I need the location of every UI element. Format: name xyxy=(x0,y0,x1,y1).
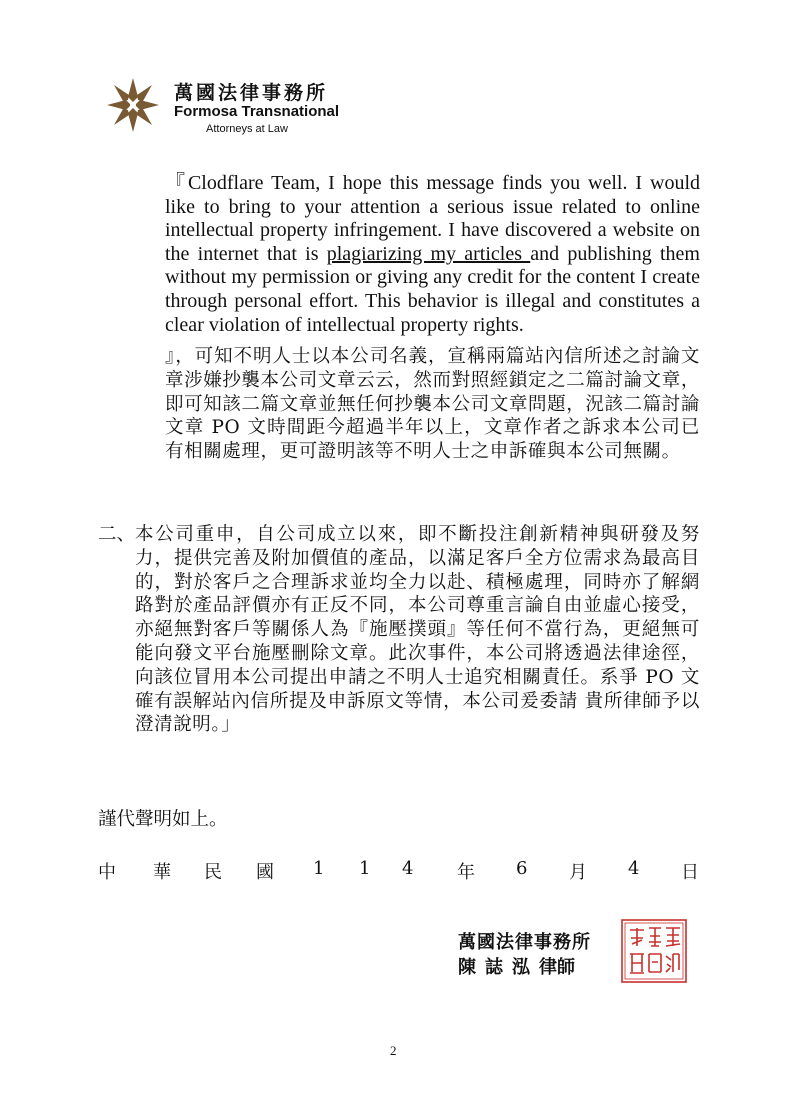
date-char-nian: 年 xyxy=(457,862,475,883)
date-year-digit-3: 4 xyxy=(402,858,414,879)
paragraph-1-conclusion xyxy=(165,345,700,464)
signature-firm-name: 萬國法律事務所 xyxy=(458,932,591,953)
date-day: 4 xyxy=(628,858,640,879)
date-line xyxy=(98,858,698,884)
signature-name-char-3: 泓 xyxy=(512,957,530,978)
quoted-complaint xyxy=(165,172,700,337)
date-year-digit-2: 1 xyxy=(359,858,371,879)
date-month: 6 xyxy=(516,858,528,879)
date-char-ri: 日 xyxy=(681,862,699,883)
date-char-min: 民 xyxy=(204,862,222,883)
signature-lawyer-name xyxy=(458,953,584,979)
page-number: 2 xyxy=(390,1043,397,1058)
date-char-zhong: 中 xyxy=(98,862,116,883)
firm-tagline: Attorneys at Law xyxy=(206,123,288,135)
signature-title: 律師 xyxy=(539,957,575,978)
quote-open-mark: 『 xyxy=(165,172,188,194)
lawyer-seal-stamp xyxy=(620,918,688,984)
firm-name-english: Formosa Transnational xyxy=(174,103,340,120)
quote-underlined-phrase: plagiarizing my articles xyxy=(326,242,531,265)
section-2-text: 本公司重申，自公司成立以來，即不斷投注創新精神與研發及努力，提供完善及附加價值的產品，以滿足客戶全方位需求為最高目的，對於客戶之合理訴求並均全力以赴、積極處理，同時亦了解網路對於產品評價亦有正反不同，本公司尊重言論自由並虛心接受，亦絕無對客戶等關係人為『施壓撲頭』等任何不當行為，更絕無可能向發文平台施壓刪除文章。此次事件，本公司將透過法律途徑，向該位冒用本公司提出申請之不明人士追究相關責任。系爭 PO 文確有誤解站內信所提及申訴原文等情，本公司爰委請 貴所律師予以澄清說明。」 xyxy=(135,524,700,736)
signature-name-char-2: 誌 xyxy=(485,957,503,978)
firm-name-chinese: 萬國法律事務所 xyxy=(174,82,329,104)
closing-statement: 謹代聲明如上。 xyxy=(98,809,228,830)
firm-logo-icon xyxy=(105,76,161,134)
section-2-marker: 二、 xyxy=(98,524,136,545)
date-char-yue: 月 xyxy=(569,862,587,883)
date-char-guo: 國 xyxy=(256,862,274,883)
quote-close-mark: 』 xyxy=(165,346,176,367)
quote-text-part2: and publishing them without my permission or giving any credit for the content I create through personal effort. This behavior is illegal and constitutes a clear violation of intellectual property rights. xyxy=(165,242,700,336)
date-char-hua: 華 xyxy=(153,862,171,883)
letterhead xyxy=(105,76,365,142)
date-year-digit-1: 1 xyxy=(313,858,325,879)
signature-name-char-1: 陳 xyxy=(458,957,476,978)
quote-text-part1: Clodflare Team, I hope this message finds you well. I would like to bring to your attention a serious issue related to online intellectual property infringement. I have discovered a website on the internet that is xyxy=(165,172,701,265)
paragraph-1-text: ，可知不明人士以本公司名義，宣稱兩篇站內信所述之討論文章涉嫌抄襲本公司文章云云，然而對照經鎖定之二篇討論文章，即可知該二篇文章並無任何抄襲本公司文章問題，況該二篇討論文章 PO 文時間距今超過半年以上，文章作者之訴求本公司已有相關處理，更可證明該等不明人士之申訴確與本公司無關。 xyxy=(165,346,700,463)
